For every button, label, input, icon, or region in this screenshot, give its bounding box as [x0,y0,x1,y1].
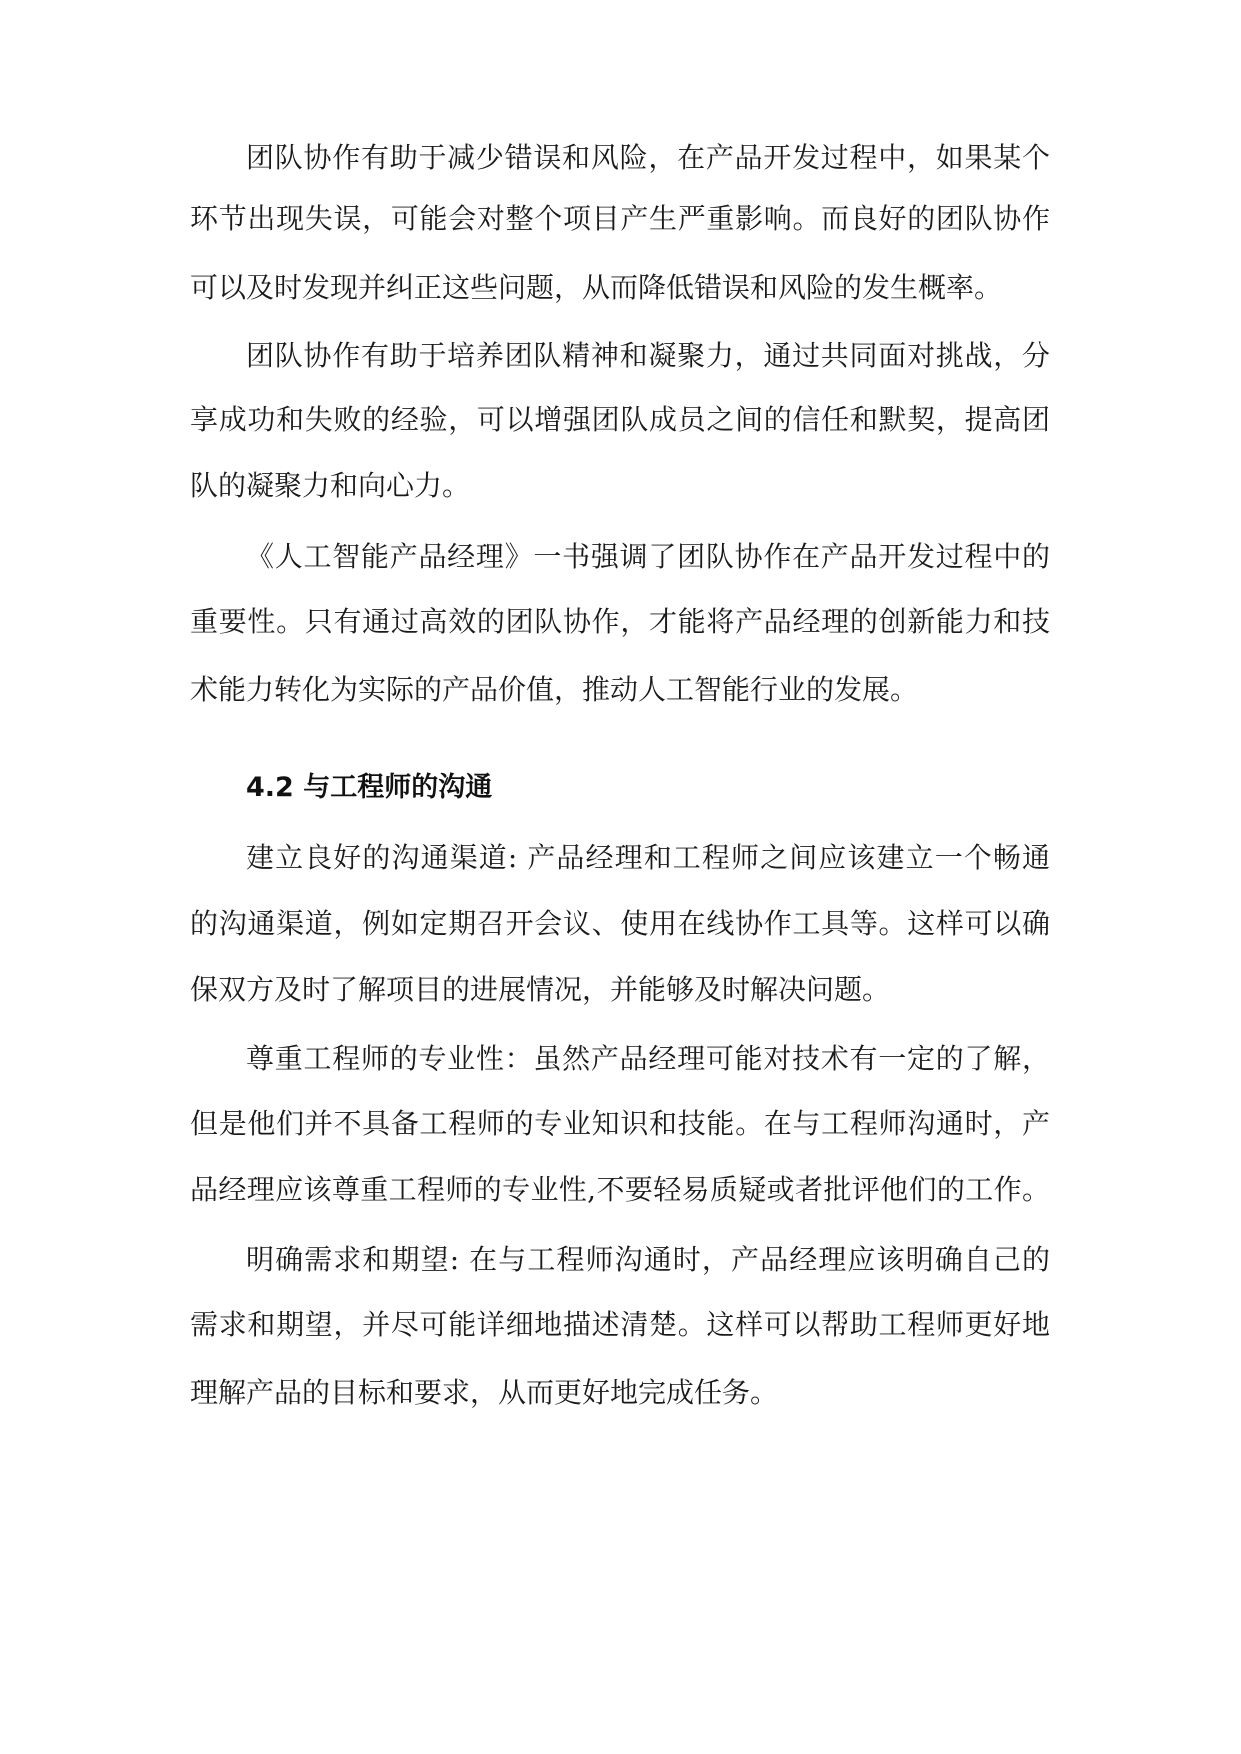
section-paragraph-3-line-1: 明确需求和期望: 在与工程师沟通时，产品经理应该明确自己的 [246,1243,1050,1276]
paragraph-2-line-2: 享成功和失败的经验，可以增强团队成员之间的信任和默契，提高团 [190,403,1050,436]
section-paragraph-2-line-3: 品经理应该尊重工程师的专业性,不要轻易质疑或者批评他们的工作。 [190,1173,1050,1206]
paragraph-2-line-1: 团队协作有助于培养团队精神和凝聚力，通过共同面对挑战，分 [246,339,1050,372]
section-paragraph-2-line-2: 但是他们并不具备工程师的专业知识和技能。在与工程师沟通时，产 [190,1107,1050,1140]
section-paragraph-1-line-2: 的沟通渠道，例如定期召开会议、使用在线协作工具等。这样可以确 [190,907,1050,940]
section-paragraph-1-line-1: 建立良好的沟通渠道: 产品经理和工程师之间应该建立一个畅通 [246,841,1050,874]
paragraph-1-line-3: 可以及时发现并纠正这些问题，从而降低错误和风险的发生概率。 [190,271,1003,304]
paragraph-1-line-2: 环节出现失误，可能会对整个项目产生严重影响。而良好的团队协作 [190,202,1050,235]
paragraph-3-line-3: 术能力转化为实际的产品价值，推动人工智能行业的发展。 [190,673,919,706]
paragraph-3-line-1: 《人工智能产品经理》一书强调了团队协作在产品开发过程中的 [246,540,1050,573]
section-paragraph-1-line-3: 保双方及时了解项目的进展情况，并能够及时解决问题。 [190,973,891,1006]
section-paragraph-3-line-3: 理解产品的目标和要求，从而更好地完成任务。 [190,1376,779,1409]
paragraph-3-line-2: 重要性。只有通过高效的团队协作，才能将产品经理的创新能力和技 [190,605,1050,638]
paragraph-2-line-3: 队的凝聚力和向心力。 [190,469,471,502]
section-paragraph-3-line-2: 需求和期望，并尽可能详细地描述清楚。这样可以帮助工程师更好地 [190,1308,1050,1341]
section-paragraph-2-line-1: 尊重工程师的专业性：虽然产品经理可能对技术有一定的了解， [246,1042,1050,1075]
section-heading: 4.2 与工程师的沟通 [246,772,493,803]
paragraph-1-line-1: 团队协作有助于减少错误和风险，在产品开发过程中，如果某个 [246,141,1050,174]
